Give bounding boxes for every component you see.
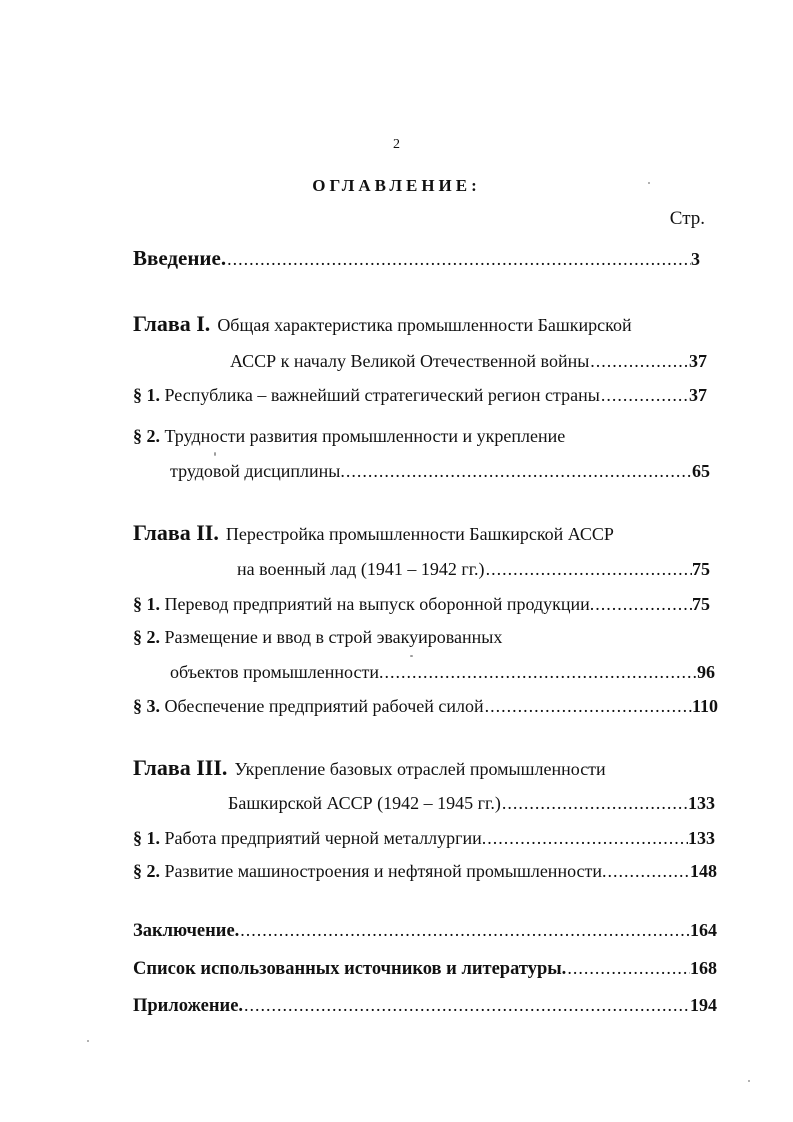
toc-title: ОГЛАВЛЕНИЕ:	[312, 176, 481, 195]
chapter-3-title-line2: Башкирской АССР (1942 – 1945 гг.)	[228, 793, 501, 813]
leader-dots	[607, 861, 690, 882]
section-text: Перевод предприятий на выпуск оборонной продукции.	[164, 594, 595, 614]
section-page: 110	[691, 696, 718, 716]
chapter-1-title-line2-row	[230, 351, 707, 372]
appendix-page: 194	[690, 995, 717, 1015]
chapter-3-title-line2-row	[228, 793, 715, 814]
chapter-2-section-3	[133, 696, 718, 717]
section-mark: § 1.	[133, 594, 160, 614]
chapter-2-section-2-line2	[170, 662, 715, 683]
leader-dots	[485, 559, 692, 580]
chapter-2-label: Глава II.	[133, 520, 219, 545]
chapter-3-page: 133	[688, 793, 715, 813]
chapter-1-heading	[133, 311, 632, 337]
toc-entry-appendix	[133, 995, 717, 1017]
page-column-label: Стр.	[669, 208, 705, 229]
scan-speck	[748, 1080, 750, 1082]
chapter-1-section-2	[133, 426, 565, 447]
section-text: Развитие машиностроения и нефтяной промышленности.	[164, 861, 607, 881]
leader-dots	[239, 920, 690, 941]
chapter-2-heading	[133, 520, 614, 546]
page-number: 2	[393, 137, 400, 152]
section-mark: § 3.	[133, 696, 160, 716]
section-mark: § 2.	[133, 627, 160, 647]
chapter-3-label: Глава III.	[133, 755, 228, 780]
chapter-3-section-1	[133, 828, 715, 849]
section-text-line2: трудовой дисциплины.	[170, 461, 345, 481]
chapter-2-title-line2: на военный лад (1941 – 1942 гг.)	[237, 559, 485, 579]
section-mark: § 1.	[133, 828, 160, 848]
section-page: 37	[689, 385, 707, 405]
leader-dots	[589, 351, 689, 372]
section-mark: § 1.	[133, 385, 160, 405]
section-text: Размещение и ввод в строй эвакуированных	[164, 627, 503, 647]
toc-entry-conclusion	[133, 920, 717, 942]
section-page: 133	[688, 828, 715, 848]
chapter-1-section-1	[133, 385, 707, 406]
appendix-label: Приложение.	[133, 996, 244, 1016]
chapter-1-section-2-line2	[170, 461, 710, 482]
leader-dots	[566, 958, 690, 979]
chapter-2-title-line2-row	[237, 559, 710, 580]
section-text-line2: объектов промышленности.	[170, 662, 384, 682]
section-page: 65	[692, 461, 710, 481]
leader-dots	[226, 249, 691, 270]
section-page: 75	[692, 594, 710, 614]
section-text: Работа предприятий черной металлургии.	[164, 828, 487, 848]
chapter-1-title-line1: Общая характеристика промышленности Башкирской	[217, 315, 632, 335]
section-mark: § 2.	[133, 426, 160, 446]
section-mark: § 2.	[133, 861, 160, 881]
section-text: Республика – важнейший стратегический регион страны	[164, 385, 600, 405]
section-page: 96	[697, 662, 715, 682]
introduction-label: Введение.	[133, 246, 227, 270]
conclusion-label: Заключение.	[133, 921, 240, 941]
chapter-3-heading	[133, 755, 606, 781]
leader-dots	[243, 995, 690, 1016]
leader-dots	[501, 793, 688, 814]
chapter-2-title-line1: Перестройка промышленности Башкирской АССР	[225, 524, 614, 544]
scan-speck	[87, 1040, 89, 1042]
leader-dots	[486, 828, 688, 849]
leader-dots	[600, 385, 689, 406]
scan-speck	[648, 182, 650, 184]
chapter-2-section-1	[133, 594, 710, 615]
section-text: Трудности развития промышленности и укрепление	[164, 426, 566, 446]
leader-dots	[484, 696, 692, 717]
chapter-1-title-line2: АССР к началу Великой Отечественной войны	[230, 351, 590, 371]
leader-dots	[345, 461, 692, 482]
chapter-2-page: 75	[692, 559, 710, 579]
leader-dots	[594, 594, 692, 615]
sources-label: Список использованных источников и литературы.	[133, 959, 567, 979]
sources-page: 168	[690, 958, 717, 978]
introduction-page: 3	[691, 249, 700, 269]
chapter-1-page: 37	[689, 351, 707, 371]
toc-entry-introduction	[133, 246, 700, 271]
chapter-3-section-2	[133, 861, 717, 882]
leader-dots	[383, 662, 697, 683]
scan-speck	[410, 655, 413, 657]
section-text: Обеспечение предприятий рабочей силой	[164, 696, 484, 716]
chapter-3-title-line1: Укрепление базовых отраслей промышленности	[234, 759, 606, 779]
section-page: 148	[690, 861, 717, 881]
chapter-2-section-2	[133, 627, 502, 648]
scan-speck	[214, 452, 216, 456]
toc-entry-sources	[133, 958, 717, 980]
chapter-1-label: Глава I.	[133, 311, 211, 336]
conclusion-page: 164	[690, 920, 717, 940]
